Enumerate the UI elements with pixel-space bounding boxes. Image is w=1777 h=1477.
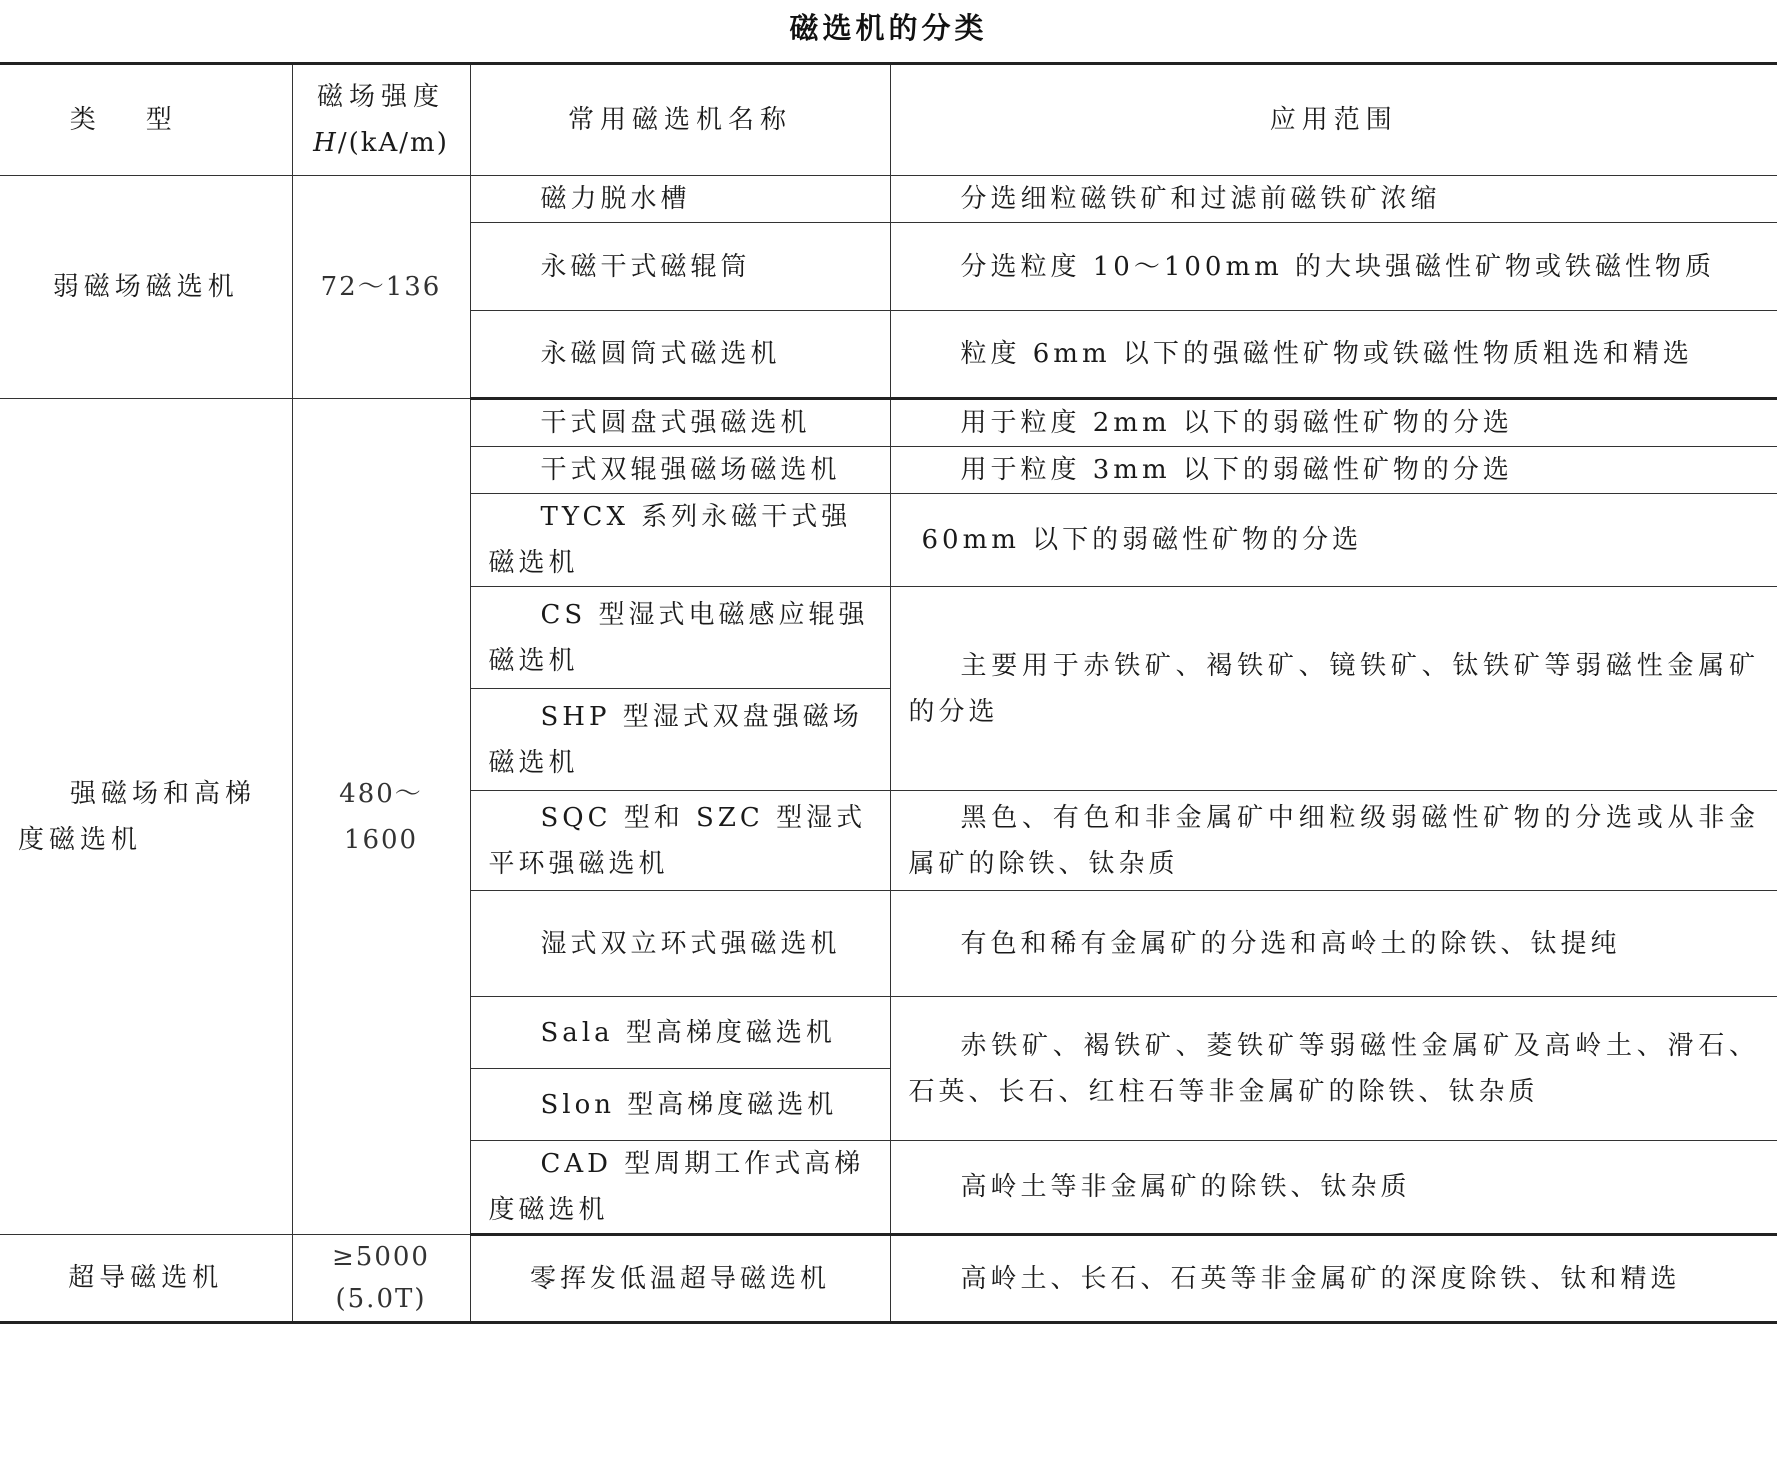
application-cell: 有色和稀有金属矿的分选和高岭土的除铁、钛提纯 xyxy=(890,891,1777,997)
field-strength-tesla: (5.0T) xyxy=(335,1284,427,1314)
application-cell: 主要用于赤铁矿、褐铁矿、镜铁矿、钛铁矿等弱磁性金属矿的分选 xyxy=(890,587,1777,791)
magnetic-separator-classification-table xyxy=(0,62,1777,1324)
table-row xyxy=(0,176,1777,223)
header-field-strength xyxy=(292,64,470,176)
header-application: 应用范围 xyxy=(890,64,1777,176)
application-cell: 高岭土等非金属矿的除铁、钛杂质 xyxy=(890,1141,1777,1235)
application-cell: 黑色、有色和非金属矿中细粒级弱磁性矿物的分选或从非金属矿的除铁、钛杂质 xyxy=(890,791,1777,891)
application-cell: 用于粒度 2mm 以下的弱磁性矿物的分选 xyxy=(890,399,1777,447)
name-cell: Sala 型高梯度磁选机 xyxy=(470,997,890,1069)
name-cell: Slon 型高梯度磁选机 xyxy=(470,1069,890,1141)
table-row xyxy=(0,399,1777,447)
name-cell: 干式圆盘式强磁选机 xyxy=(470,399,890,447)
header-name: 常用磁选机名称 xyxy=(470,64,890,176)
type-cell: 超导磁选机 xyxy=(0,1235,292,1323)
field-strength-cell: 480～1600 xyxy=(292,399,470,1235)
application-cell: 分选细粒磁铁矿和过滤前磁铁矿浓缩 xyxy=(890,176,1777,223)
name-cell: SHP 型湿式双盘强磁场磁选机 xyxy=(470,689,890,791)
header-field-strength-label: 磁场强度 xyxy=(316,82,445,112)
table-row xyxy=(0,1235,1777,1323)
name-cell: 湿式双立环式强磁选机 xyxy=(470,891,890,997)
application-cell: 赤铁矿、褐铁矿、菱铁矿等弱磁性金属矿及高岭土、滑石、石英、长石、红柱石等非金属矿的除铁、钛杂质 xyxy=(890,997,1777,1141)
field-strength-value: ≥5000 xyxy=(332,1242,430,1272)
application-cell: 分选粒度 10～100mm 的大块强磁性矿物或铁磁性物质 xyxy=(890,223,1777,311)
name-cell: CS 型湿式电磁感应辊强磁选机 xyxy=(470,587,890,689)
field-unit: /(kA/m) xyxy=(337,128,449,158)
type-cell: 强磁场和高梯度磁选机 xyxy=(0,399,292,1235)
header-row xyxy=(0,64,1777,176)
table-title: 磁选机的分类 xyxy=(789,11,988,45)
name-cell: CAD 型周期工作式高梯度磁选机 xyxy=(470,1141,890,1235)
name-cell: 永磁干式磁辊筒 xyxy=(470,223,890,311)
name-cell: 零挥发低温超导磁选机 xyxy=(470,1235,890,1323)
name-cell: SQC 型和 SZC 型湿式平环强磁选机 xyxy=(470,791,890,891)
header-field-strength-unit xyxy=(311,120,452,166)
name-cell: 永磁圆筒式磁选机 xyxy=(470,311,890,399)
name-cell: 干式双辊强磁场磁选机 xyxy=(470,447,890,494)
application-cell: 用于粒度 3mm 以下的弱磁性矿物的分选 xyxy=(890,447,1777,494)
application-cell: 粒度 6mm 以下的强磁性矿物或铁磁性物质粗选和精选 xyxy=(890,311,1777,399)
header-type: 类型 xyxy=(0,64,292,176)
field-symbol: H xyxy=(313,128,338,158)
name-cell: 磁力脱水槽 xyxy=(470,176,890,223)
type-cell: 弱磁场磁选机 xyxy=(0,176,292,399)
application-cell: 高岭土、长石、石英等非金属矿的深度除铁、钛和精选 xyxy=(890,1235,1777,1323)
field-strength-cell xyxy=(292,1235,470,1323)
field-strength-cell: 72～136 xyxy=(292,176,470,399)
name-cell: TYCX 系列永磁干式强磁选机 xyxy=(470,494,890,587)
application-cell: 60mm 以下的弱磁性矿物的分选 xyxy=(890,494,1777,587)
